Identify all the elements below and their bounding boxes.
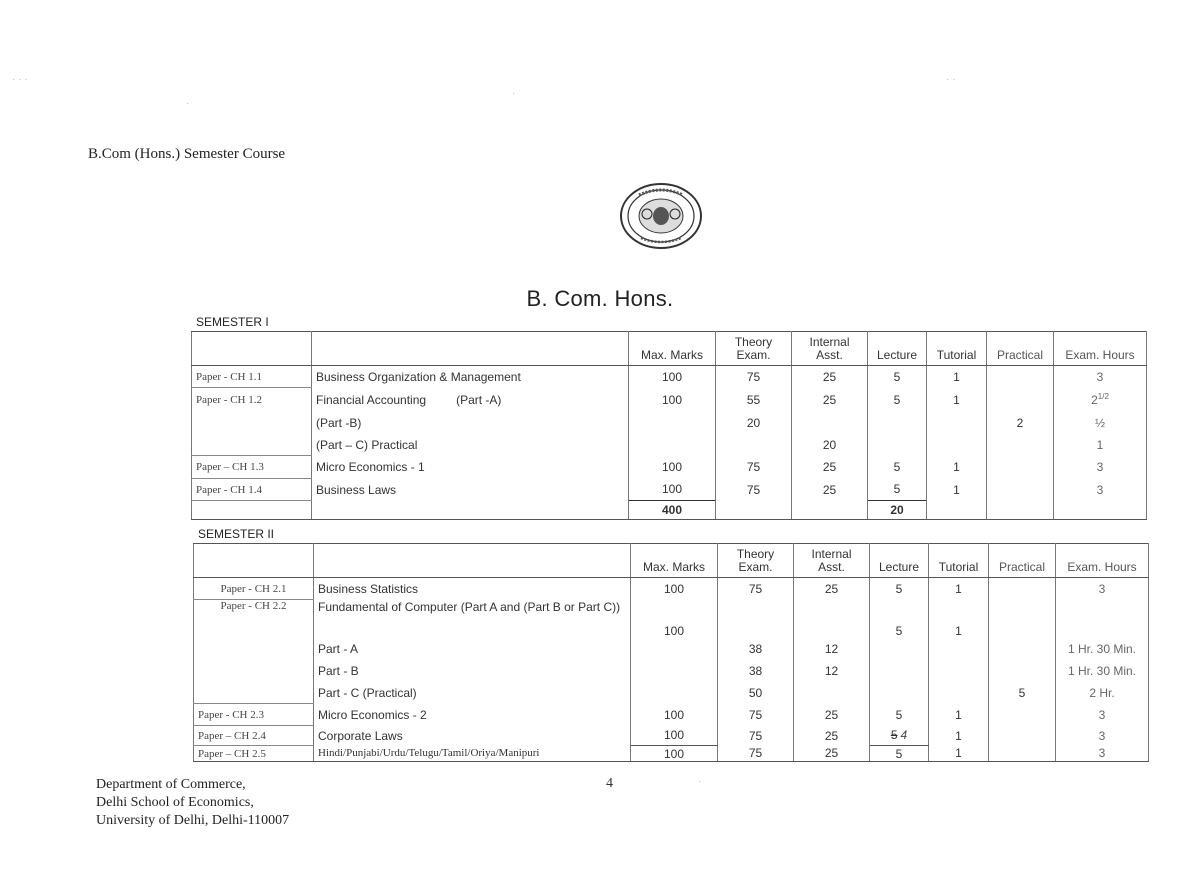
total-max-marks: 400 (629, 501, 716, 520)
paper-code: Paper - CH 1.2 (192, 388, 312, 412)
header-cell-tutorial: Tutorial (927, 332, 987, 366)
max-marks: 100 (631, 726, 718, 746)
max-marks: 100 (629, 366, 716, 388)
header-cell-lecture: Lecture (868, 332, 927, 366)
theory-exam (718, 600, 794, 638)
max-marks (631, 638, 718, 660)
tutorial (929, 638, 989, 660)
subject-name: Fundamental of Computer (Part A and (Part B or Part C)) (314, 600, 631, 638)
header-cell-paper (194, 544, 314, 578)
table-row (194, 704, 1149, 726)
empty-cell (987, 501, 1054, 520)
empty-cell (1054, 501, 1147, 520)
exam-hours: 3 (1054, 366, 1147, 388)
scan-speck: · (186, 98, 190, 109)
practical (989, 704, 1056, 726)
exam-hours: ½ (1054, 412, 1147, 434)
internal-asst: 20 (792, 434, 868, 456)
header-cell-exam-hours: Exam. Hours (1054, 332, 1147, 366)
empty-cell (192, 501, 312, 520)
lecture: 5 (870, 746, 929, 762)
internal-asst: 25 (792, 456, 868, 479)
header-cell-tutorial: Tutorial (929, 544, 989, 578)
theory-exam (716, 434, 792, 456)
tutorial (927, 434, 987, 456)
practical (989, 746, 1056, 762)
tutorial: 1 (927, 479, 987, 501)
exam-hours: 2 Hr. (1056, 682, 1149, 704)
practical (989, 600, 1056, 638)
subject-name: Corporate Laws (314, 726, 631, 746)
practical (989, 660, 1056, 682)
scan-speck: · · (946, 74, 956, 85)
subject-name: (Part – C) Practical (312, 434, 629, 456)
header-cell-exam-hours: Exam. Hours (1056, 544, 1149, 578)
table-row (192, 366, 1147, 388)
footer-line: Delhi School of Economics, (96, 795, 254, 810)
practical: 5 (989, 682, 1056, 704)
page-number: 4 (606, 776, 613, 791)
table-row (192, 434, 1147, 456)
theory-exam: 55 (716, 388, 792, 412)
university-seal-icon (619, 182, 703, 250)
theory-exam: 38 (718, 660, 794, 682)
paper-code: Paper – CH 2.4 (194, 726, 314, 746)
total-row (192, 501, 1147, 520)
tutorial: 1 (929, 726, 989, 746)
empty-cell (716, 501, 792, 520)
theory-exam: 75 (716, 479, 792, 501)
lecture (870, 682, 929, 704)
lecture (870, 660, 929, 682)
lecture-cell (870, 726, 929, 746)
subject-name: Micro Economics - 1 (312, 456, 629, 479)
exam-hours (1056, 600, 1149, 638)
subject-name: (Part -B) (312, 412, 629, 434)
table-row (192, 479, 1147, 501)
lecture: 5 (870, 600, 929, 638)
paper-code (194, 660, 314, 682)
scan-speck: · · · (12, 74, 28, 85)
paper-code: Paper – CH 1.3 (192, 456, 312, 479)
practical (987, 456, 1054, 479)
theory-exam: 50 (718, 682, 794, 704)
subject-name: Hindi/Punjabi/Urdu/Telugu/Tamil/Oriya/Manipuri (314, 746, 631, 762)
subject-name: Part - B (314, 660, 631, 682)
theory-exam: 20 (716, 412, 792, 434)
tutorial: 1 (927, 366, 987, 388)
paper-code (194, 682, 314, 704)
tutorial: 1 (927, 456, 987, 479)
header-cell-lecture: Lecture (870, 544, 929, 578)
practical (987, 479, 1054, 501)
internal-asst: 25 (794, 746, 870, 762)
empty-cell (792, 501, 868, 520)
lecture: 5 (868, 479, 927, 501)
exam-hours-cell (1054, 388, 1147, 412)
theory-exam: 38 (718, 638, 794, 660)
exam-hours: 3 (1056, 726, 1149, 746)
exam-hours: 2 (1091, 393, 1098, 407)
header-cell-internal-asst: Internal Asst. (792, 332, 868, 366)
paper-code (192, 412, 312, 434)
table-row (192, 388, 1147, 412)
practical (987, 366, 1054, 388)
header-cell-max-marks: Max. Marks (629, 332, 716, 366)
table-row (194, 660, 1149, 682)
theory-exam: 75 (718, 746, 794, 762)
max-marks (629, 412, 716, 434)
header-cell-theory-exam: Theory Exam. (716, 332, 792, 366)
exam-hours: 1 Hr. 30 Min. (1056, 638, 1149, 660)
exam-hours: 3 (1056, 578, 1149, 600)
internal-asst (794, 682, 870, 704)
lecture-handwritten-note: 4 (900, 728, 908, 743)
header-cell-max-marks: Max. Marks (631, 544, 718, 578)
theory-exam: 75 (718, 704, 794, 726)
empty-cell (312, 501, 629, 520)
header-cell-internal-asst: Internal Asst. (794, 544, 870, 578)
footer-department (96, 776, 289, 830)
header-cell-theory-exam: Theory Exam. (718, 544, 794, 578)
subject-name: Financial Accounting (316, 392, 427, 407)
document-header: B.Com (Hons.) Semester Course (88, 146, 286, 162)
tutorial: 1 (929, 578, 989, 600)
table-row (194, 578, 1149, 600)
max-marks: 100 (631, 746, 718, 762)
table-row (194, 682, 1149, 704)
internal-asst (792, 412, 868, 434)
practical (989, 726, 1056, 746)
max-marks (631, 682, 718, 704)
lecture: 5 (868, 456, 927, 479)
table-header-row (194, 544, 1149, 578)
lecture: 5 (868, 366, 927, 388)
header-cell-paper (192, 332, 312, 366)
theory-exam: 75 (716, 456, 792, 479)
semester-1-label: SEMESTER I (196, 315, 269, 329)
internal-asst: 25 (792, 366, 868, 388)
subject-name: Part - A (314, 638, 631, 660)
footer-line: Department of Commerce, (96, 777, 246, 792)
paper-code: Paper - CH 1.4 (192, 479, 312, 501)
scan-speck: · (512, 88, 516, 99)
empty-cell (927, 501, 987, 520)
tutorial: 1 (929, 746, 989, 762)
max-marks: 100 (629, 479, 716, 501)
subject-cell (312, 388, 629, 412)
paper-code (192, 434, 312, 456)
paper-code: Paper - CH 2.3 (194, 704, 314, 726)
max-marks (629, 434, 716, 456)
exam-hours-fraction: 1/2 (1097, 392, 1109, 401)
max-marks: 100 (629, 388, 716, 412)
exam-hours: 1 (1054, 434, 1147, 456)
header-cell-practical: Practical (987, 332, 1054, 366)
internal-asst: 25 (794, 704, 870, 726)
practical (989, 578, 1056, 600)
semester-2-table (193, 543, 1149, 762)
exam-hours: 3 (1054, 479, 1147, 501)
table-header-row (192, 332, 1147, 366)
lecture: 5 (868, 388, 927, 412)
lecture (868, 434, 927, 456)
total-lecture: 20 (868, 501, 927, 520)
tutorial (929, 682, 989, 704)
paper-code: Paper - CH 1.1 (192, 366, 312, 388)
max-marks: 100 (631, 578, 718, 600)
main-title: B. Com. Hons. (526, 286, 674, 311)
tutorial: 1 (929, 704, 989, 726)
practical (987, 388, 1054, 412)
theory-exam: 75 (718, 578, 794, 600)
header-cell-practical: Practical (989, 544, 1056, 578)
max-marks: 100 (629, 456, 716, 479)
lecture: 5 (870, 704, 929, 726)
subject-name: Business Organization & Management (312, 366, 629, 388)
table-row (192, 412, 1147, 434)
paper-code (194, 638, 314, 660)
lecture: 5 (870, 578, 929, 600)
lecture (868, 412, 927, 434)
max-marks: 100 (631, 600, 718, 638)
internal-asst: 25 (792, 388, 868, 412)
max-marks: 100 (631, 704, 718, 726)
header-cell-subject (312, 332, 629, 366)
internal-asst: 12 (794, 660, 870, 682)
table-row (194, 746, 1149, 762)
table-row (194, 638, 1149, 660)
semester-1-table (191, 331, 1147, 520)
semester-2-label: SEMESTER II (198, 527, 275, 541)
subject-name: Part - C (Practical) (314, 682, 631, 704)
internal-asst (794, 600, 870, 638)
paper-code: Paper - CH 2.2 (194, 600, 314, 638)
tutorial (929, 660, 989, 682)
paper-code: Paper – CH 2.5 (194, 746, 314, 762)
lecture: 5 (890, 728, 898, 743)
practical (987, 434, 1054, 456)
exam-hours: 3 (1056, 746, 1149, 762)
tutorial: 1 (927, 388, 987, 412)
table-row (194, 726, 1149, 746)
exam-hours: 3 (1054, 456, 1147, 479)
internal-asst: 25 (794, 578, 870, 600)
internal-asst: 25 (792, 479, 868, 501)
footer-line: University of Delhi, Delhi-110007 (96, 813, 290, 828)
tutorial: 1 (929, 600, 989, 638)
max-marks (631, 660, 718, 682)
tutorial (927, 412, 987, 434)
subject-name: Business Laws (312, 479, 629, 501)
table-row (194, 600, 1149, 638)
subject-name: Business Statistics (314, 578, 631, 600)
internal-asst: 25 (794, 726, 870, 746)
exam-hours: 1 Hr. 30 Min. (1056, 660, 1149, 682)
scan-speck: · (698, 776, 702, 787)
subject-name: Micro Economics - 2 (314, 704, 631, 726)
theory-exam: 75 (718, 726, 794, 746)
subject-part: (Part -A) (456, 392, 502, 407)
paper-code: Paper - CH 2.1 (194, 578, 314, 600)
lecture (870, 638, 929, 660)
exam-hours: 3 (1056, 704, 1149, 726)
practical: 2 (987, 412, 1054, 434)
table-row (192, 456, 1147, 479)
header-cell-subject (314, 544, 631, 578)
practical (989, 638, 1056, 660)
internal-asst: 12 (794, 638, 870, 660)
theory-exam: 75 (716, 366, 792, 388)
